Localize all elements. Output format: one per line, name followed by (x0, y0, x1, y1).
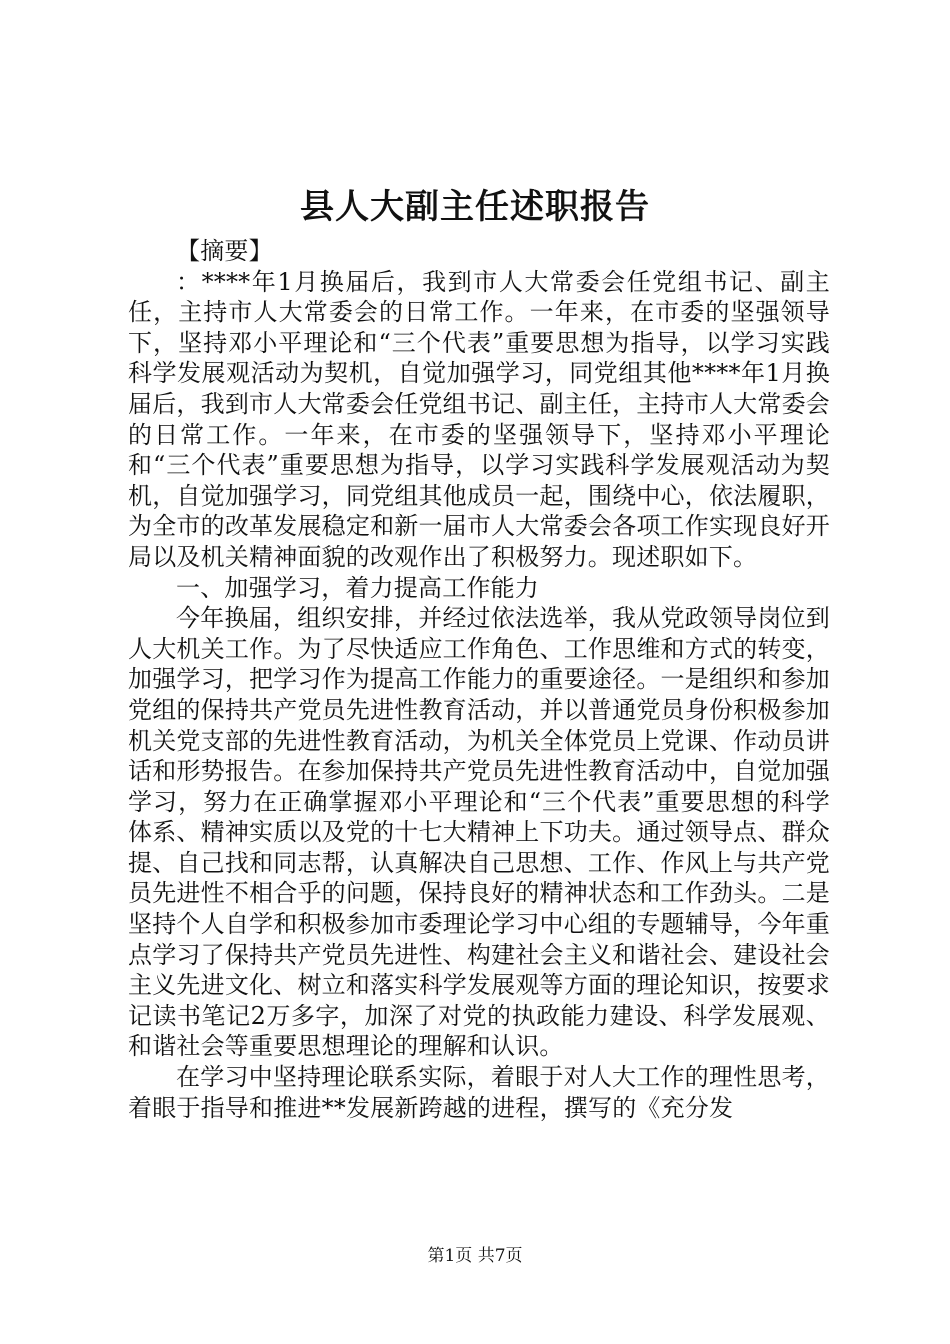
page-number-footer: 第1页 共7页 (427, 1246, 523, 1266)
document-body (128, 236, 830, 1123)
paragraph-intro: ：****年1月换届后，我到市人大常委会任党组书记、副主任，主持市人大常委会的日常工作。一年来，在市委的坚强领导下，坚持邓小平理论和“三个代表”重要思想为指导，以学习实践科学发展观活动为契机，自觉加强学习，同党组其他****年1月换届后，我到市人大常委会任党组书记、副主任，主持市人大常委会的日常工作。一年来，在市委的坚强领导下，坚持邓小平理论和“三个代表”重要思想为指导，以学习实践科学发展观活动为契机，自觉加强学习，同党组其他成员一起，围绕中心，依法履职，为全市的改革发展稳定和新一届市人大常委会各项工作实现良好开局以及机关精神面貌的改观作出了积极努力。现述职如下。 (128, 267, 830, 571)
paragraph-study: 今年换届，组织安排，并经过依法选举，我从党政领导岗位到人大机关工作。为了尽快适应工作角色、工作思维和方式的转变，加强学习，把学习作为提高工作能力的重要途径。一是组织和参加党组的保持共产党员先进性教育活动，并以普通党员身份积极参加机关党支部的先进性教育活动，为机关全体党员上党课、作动员讲话和形势报告。在参加保持共产党员先进性教育活动中，自觉加强学习，努力在正确掌握邓小平理论和“三个代表”重要思想的科学体系、精神实质以及党的十七大精神上下功夫。通过领导点、群众提、自己找和同志帮，认真解决自己思想、工作、作风上与共产党员先进性不相合乎的问题，保持良好的精神状态和工作劲头。二是坚持个人自学和积极参加市委理论学习中心组的专题辅导，今年重点学习了保持共产党员先进性、构建社会主义和谐社会、建设社会主义先进文化、树立和落实科学发展观等方面的理论知识，按要求记读书笔记2万多字，加深了对党的执政能力建设、科学发展观、和谐社会等重要思想理论的理解和认识。 (128, 604, 830, 1061)
paragraph-practice: 在学习中坚持理论联系实际，着眼于对人大工作的理性思考，着眼于指导和推进**发展新跨越的进程，撰写的《充分发 (128, 1063, 830, 1122)
abstract-heading: 【摘要】 (176, 237, 273, 265)
document-title: 县人大副主任述职报告 (300, 187, 650, 227)
section-heading-1: 一、加强学习，着力提高工作能力 (176, 573, 539, 602)
